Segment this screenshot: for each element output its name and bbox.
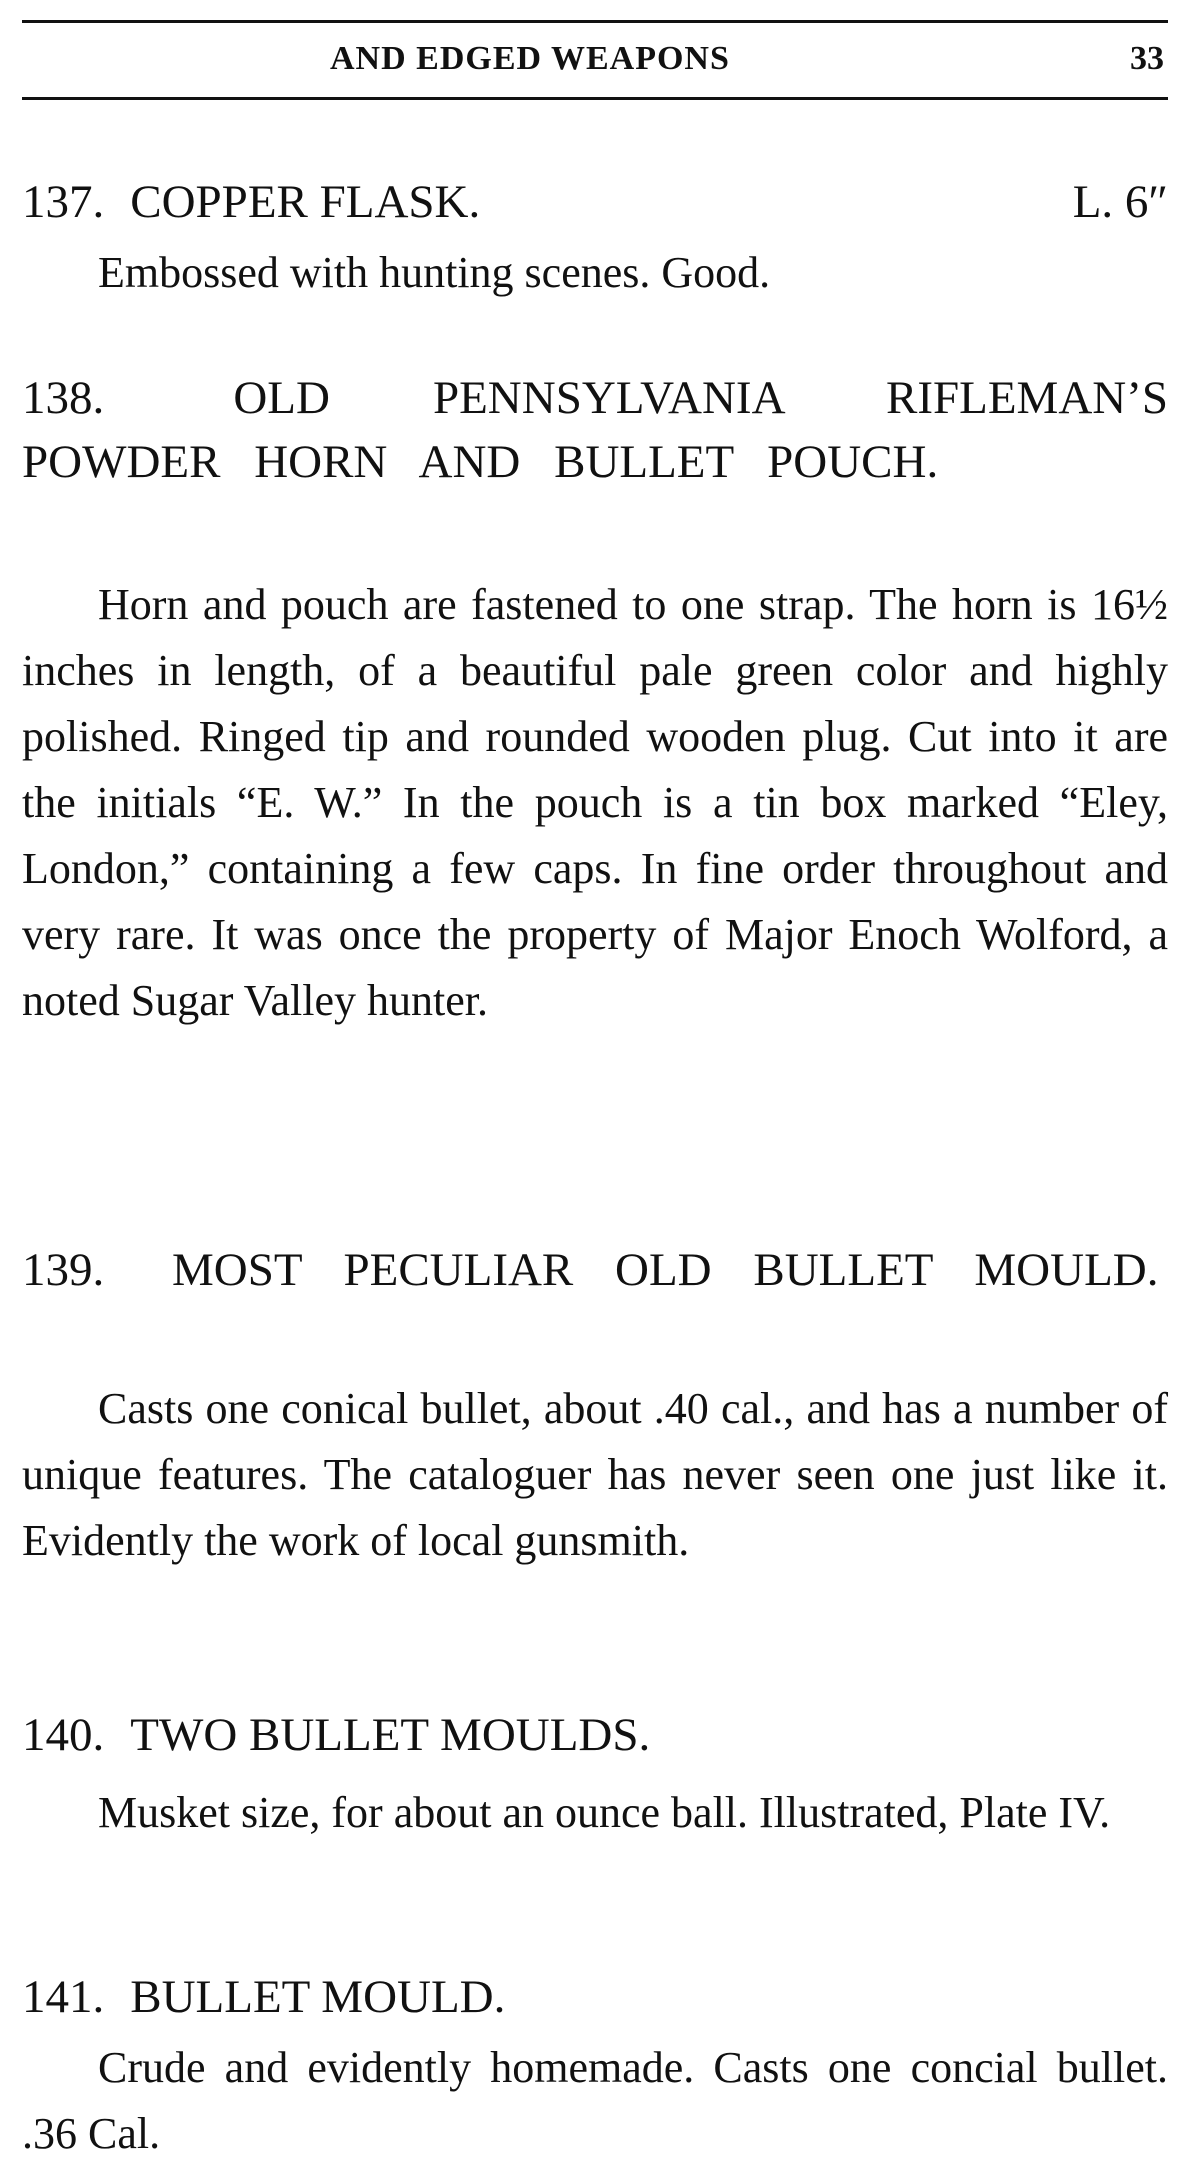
entry-title-text: COPPER FLASK.	[130, 176, 481, 228]
entry-141-description: Crude and evidently homemade. Casts one concial bullet. .36 Cal.	[22, 2043, 1168, 2158]
header-top-rule	[22, 20, 1168, 23]
entry-140-description: Musket size, for about an ounce ball. Illustrated, Plate IV.	[98, 1788, 1111, 1837]
entry-title-text: OLD PENNSYLVANIA RIFLEMAN’S POWDER HORN AND BULLET POUCH.	[22, 372, 1169, 488]
entry-138-description: Horn and pouch are fastened to one strap. The horn is 16½ inches in length, of a beautiful pale green color and highly polished. Ringed tip and rounded wooden plug. Cut into it are the initials “E. W.” In the pouch is a tin box marked “Eley, London,” containing a few caps. In fine order throughout and very rare. It was once the property of Major Enoch Wolford, a noted Sugar Valley hunter.	[22, 580, 1168, 1025]
entry-measure: L. 6″	[1072, 176, 1168, 228]
entry-title-text: MOST PECULIAR OLD BULLET MOULD.	[172, 1244, 1159, 1296]
entry-number: 140.	[22, 1709, 105, 1761]
entry-number: 137.	[22, 176, 105, 228]
running-head: AND EDGED WEAPONS	[330, 40, 730, 77]
entry-141-title	[22, 1965, 1168, 2029]
entry-title-text: TWO BULLET MOULDS.	[130, 1709, 651, 1761]
entry-137-title	[22, 170, 1168, 234]
entry-139-title	[22, 1238, 1168, 1302]
entry-number: 141.	[22, 1971, 105, 2023]
entry-139-description: Casts one conical bullet, about .40 cal., and has a number of unique features. The cataloguer has never seen one just like it. Evidently the work of local gunsmith.	[22, 1384, 1168, 1565]
entry-number: 139.	[22, 1244, 105, 1296]
entry-140-title	[22, 1703, 1168, 1767]
header-bottom-rule	[22, 97, 1168, 100]
entry-138-title	[22, 366, 1168, 494]
entry-title-text: BULLET MOULD.	[130, 1971, 506, 2023]
page-number: 33	[1130, 40, 1164, 77]
entry-137-description: Embossed with hunting scenes. Good.	[98, 248, 771, 297]
entry-number: 138.	[22, 372, 105, 424]
